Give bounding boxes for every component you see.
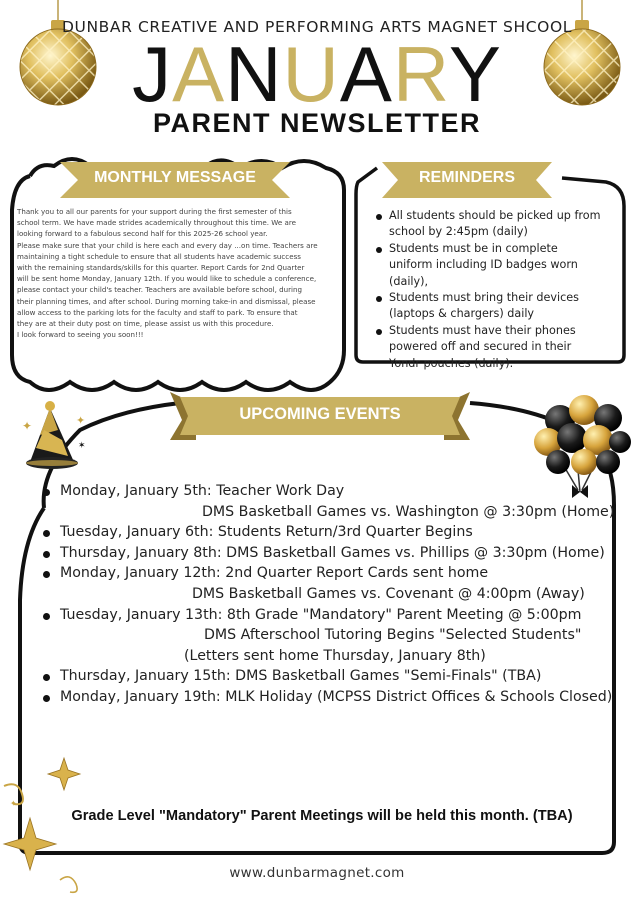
newsletter-subtitle: PARENT NEWSLETTER	[153, 108, 481, 138]
svg-text:✦: ✦	[76, 414, 86, 427]
message-line: please contact your child's teacher. Teachers are available before school, during	[17, 285, 302, 295]
upcoming-events-title: UPCOMING EVENTS	[239, 405, 401, 423]
message-line: Thank you to all our parents for your support during the first semester of this	[17, 207, 292, 216]
message-line: I look forward to seeing you soon!!!	[17, 330, 144, 340]
message-line: allow access to the parking lots for the faculty and staff to park. To ensure that	[17, 307, 298, 317]
month-letter: N	[225, 30, 283, 118]
month-letter: A	[339, 30, 393, 118]
event-item: Thursday, January 8th: DMS Basketball Games vs. Phillips @ 3:30pm (Home)	[30, 543, 610, 564]
reminder-item: All students should be picked up from school by 2:45pm (daily)	[362, 208, 602, 241]
school-name: DUNBAR CREATIVE AND PERFORMING ARTS MAGNET SHCOOL	[61, 18, 573, 36]
event-item: Monday, January 19th: MLK Holiday (MCPSS District Offices & Schools Closed)	[30, 687, 610, 708]
message-line: their planning times, and after school. During morning take-in and dismissal, please	[17, 296, 316, 306]
message-line: will be sent home Monday, January 12th. If you would like to schedule a conference,	[17, 274, 317, 284]
message-line: school term. We have made strides academically throughout this time. We are	[17, 218, 296, 228]
event-item: Tuesday, January 6th: Students Return/3rd Quarter Begins	[30, 522, 610, 543]
month-letter: R	[392, 30, 449, 118]
event-detail: DMS Basketball Games vs. Washington @ 3:30pm (Home)	[202, 503, 615, 520]
message-line: they are at their duty post on time, please assist us with this procedure.	[17, 319, 274, 329]
event-detail: DMS Basketball Games vs. Covenant @ 4:00pm (Away)	[192, 585, 585, 602]
svg-text:✦: ✦	[10, 799, 17, 808]
website-link[interactable]: www.dunbarmagnet.com	[229, 865, 405, 881]
month-letter: Y	[448, 30, 502, 118]
reminders-title: REMINDERS	[418, 169, 515, 186]
message-line: Please make sure that your child is here each and every day ...on time. Teachers are	[17, 240, 318, 250]
month-title	[0, 30, 634, 118]
svg-text:✦: ✦	[22, 419, 33, 433]
message-line: with the remaining standards/skills for this quarter. Report Cards for 2nd Quarter	[17, 263, 305, 273]
message-line: maintaining a tight schedule to ensure that all students have academic success	[17, 251, 301, 261]
message-line: looking forward to a fabulous second half for this 2025-26 school year.	[17, 229, 268, 239]
event-item: Monday, January 5th: Teacher Work Day	[30, 481, 610, 502]
meetings-note: Grade Level "Mandatory" Parent Meetings will be held this month. (TBA)	[71, 808, 573, 824]
monthly-message-title: MONTHLY MESSAGE	[94, 169, 256, 186]
month-letter: J	[132, 30, 173, 118]
reminder-item: Students must bring their devices (laptops & chargers) daily	[362, 290, 602, 323]
events-list	[30, 481, 615, 708]
reminders-list	[362, 208, 602, 372]
monthly-message-body	[17, 206, 327, 340]
event-item: Thursday, January 15th: DMS Basketball Games "Semi-Finals" (TBA)	[30, 666, 610, 687]
event-detail: DMS Afterschool Tutoring Begins "Selected Students"	[204, 627, 582, 644]
reminder-item: Students must have their phones powered off and secured in their Yondr pouches (daily).	[362, 323, 602, 372]
month-letter: U	[282, 30, 340, 118]
svg-text:✶: ✶	[78, 441, 86, 451]
event-item: Monday, January 12th: 2nd Quarter Report Cards sent home	[30, 563, 610, 584]
month-letter: A	[172, 30, 226, 118]
event-item: Tuesday, January 13th: 8th Grade "Mandatory" Parent Meeting @ 5:00pm	[30, 605, 610, 626]
event-detail: (Letters sent home Thursday, January 8th)	[184, 647, 486, 664]
reminder-item: Students must be in complete uniform including ID badges worn (daily),	[362, 241, 602, 290]
